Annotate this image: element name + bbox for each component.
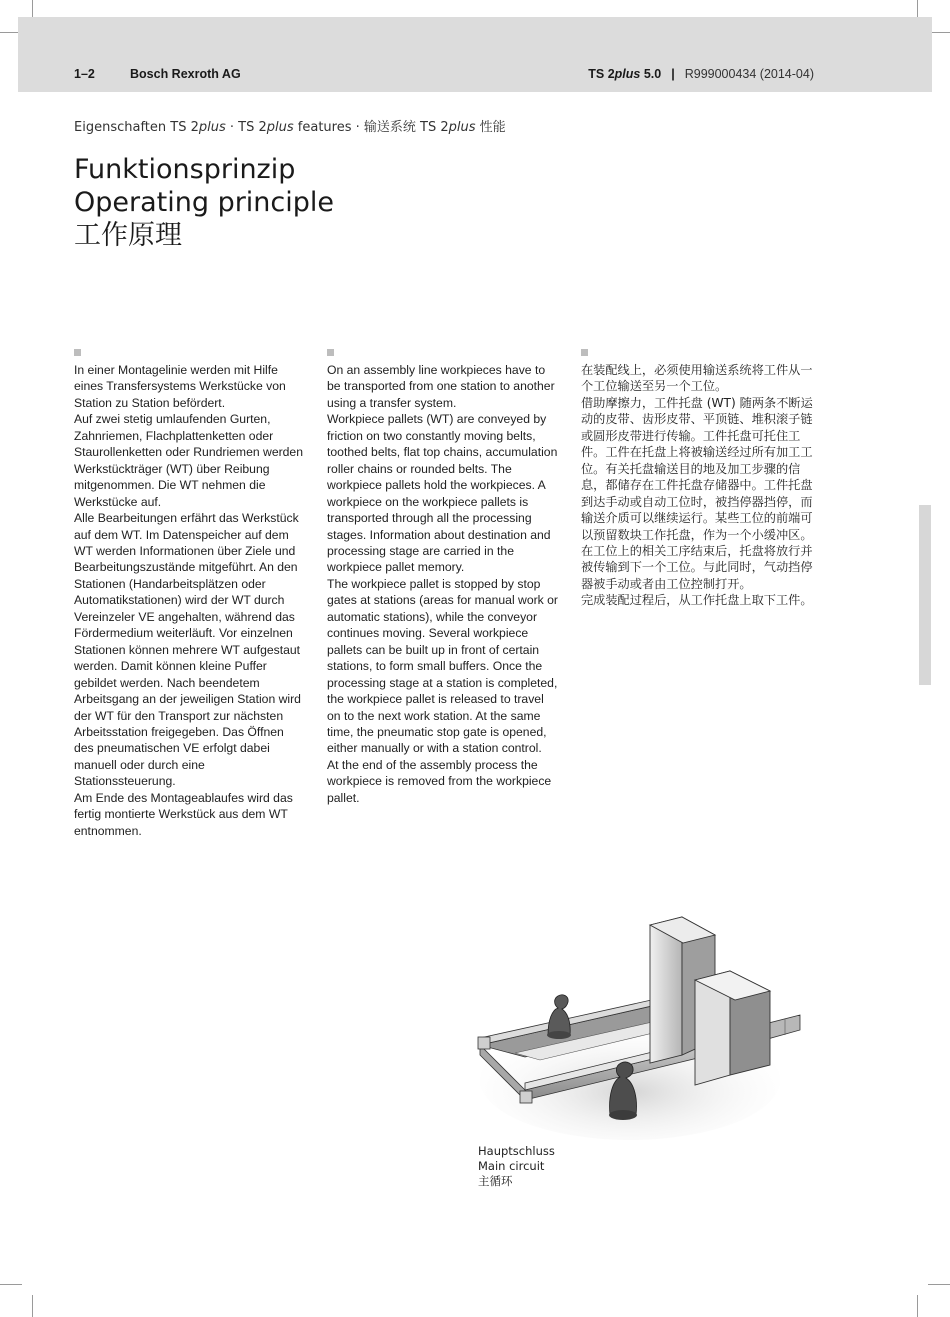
column-english — [327, 362, 559, 806]
paragraph: Am Ende des Montageablaufes wird das fertig montierte Werkstück aus dem WT entnommen. — [74, 790, 293, 838]
paragraph: Auf zwei stetig umlaufenden Gurten, Zahnriemen, Flachplattenketten oder Staurollenketten oder Rundriemen werden Werkstückträger (WT) über Reibung mitgenommen. Die WT nehmen die Werkstücke auf. — [74, 412, 303, 509]
paragraph: In einer Montagelinie werden mit Hilfe eines Transfersystems Werkstücke von Station zu Station befördert. — [74, 363, 286, 410]
header-separator: | — [671, 67, 675, 81]
title-english: Operating principle — [74, 187, 335, 218]
pawn-figure-front-base — [609, 1110, 637, 1120]
paragraph: At the end of the assembly process the workpiece is removed from the workpiece pallet. — [327, 757, 552, 805]
breadcrumb-italic-2: plus — [266, 120, 294, 135]
title-german: Funktionsprinzip — [74, 154, 296, 185]
breadcrumb-part-2: · TS 2 — [225, 120, 267, 135]
product-name-suffix: 5.0 — [640, 67, 662, 81]
paragraph: 借助摩擦力，工件托盘 (WT) 随两条不断运动的皮带、齿形皮带、平顶链、堆积滚子链或圆形皮带进行传输。工件托盘可托住工件。工件在托盘上将被输送经过所有加工工位。有关托盘输送目的地及加工步骤的信息，都储存在工件托盘存储器中。工件托盘到达手动或自动工位时，被挡停器挡停，而输送介质可以继续运行。某些工位的前端可以预留数块工作托盘，作为一个小缓冲区。在工位上的相关工序结束后，托盘将放行并被传输到下一个工位。与此同时，气动挡停器被手动或者由工位控制打开。 — [581, 395, 813, 591]
column-marker-german — [74, 349, 81, 356]
crop-mark-bottom-right-h — [928, 1284, 950, 1285]
column-chinese — [581, 362, 813, 609]
document-id: R999000434 (2014-04) — [684, 67, 814, 81]
breadcrumb-part-1: Eigenschaften TS 2 — [74, 120, 199, 135]
breadcrumb-italic-1: plus — [198, 120, 226, 135]
header-product-info — [588, 67, 814, 81]
company-name: Bosch Rexroth AG — [130, 67, 241, 81]
caption-chinese: 主循环 — [478, 1174, 513, 1188]
rail-end-block — [478, 1037, 490, 1049]
pawn-figure-back — [548, 995, 570, 1035]
paragraph: 完成装配过程后，从工作托盘上取下工件。 — [581, 593, 813, 608]
breadcrumb — [74, 116, 506, 135]
crop-mark-bottom-left-h — [0, 1284, 22, 1285]
crop-mark-bottom-left — [32, 1295, 33, 1317]
paragraph: 在装配线上，必须使用输送系统将工件从一个工位输送至另一个工位。 — [581, 363, 813, 394]
title-chinese: 工作原理 — [74, 220, 182, 251]
figure-caption — [478, 1144, 555, 1189]
crop-mark-bottom-right — [917, 1295, 918, 1317]
rail-end-block — [520, 1091, 532, 1103]
column-german — [74, 362, 306, 839]
column-marker-chinese — [581, 349, 588, 356]
column-marker-english — [327, 349, 334, 356]
product-name-italic: plus — [614, 67, 641, 81]
paragraph: The workpiece pallet is stopped by stop gates at stations (areas for manual work or automatic stations), while the conveyor continues moving. Several workpiece pallets can be built up in front of certain stations, to form small buffers. Once the processing stage at a station is completed, the workpiece pallet is released to travel on to the next work station. At the same time, the pneumatic stop gate is opened, either manually or with a station control. — [327, 576, 558, 756]
breadcrumb-italic-3: plus — [448, 120, 476, 135]
page-title — [74, 153, 334, 252]
page-number: 1–2 — [74, 67, 95, 81]
paragraph: On an assembly line workpieces have to be transported from one station to another using a transfer system. — [327, 363, 555, 410]
caption-german: Hauptschluss — [478, 1144, 555, 1158]
caption-english: Main circuit — [478, 1159, 545, 1173]
pawn-figure-back-base — [547, 1031, 571, 1039]
paragraph: Alle Bearbeitungen erfährt das Werkstück auf dem WT. Im Datenspeicher auf dem WT werden Informationen über Ziele und Bearbeitungszustände mitgeführt. An den Stationen (Handarbeitsplätzen oder Automatikstationen) wird der WT durch Vereinzeler VE angehalten, während das Fördermedium weiterläuft. Vor einzelnen Stationen können mehrere WT aufgestaut werden. Damit können kleine Puffer gebildet werden. Nach beendetem Arbeitsgang an der jeweiligen Station wird der WT für den Transport zur nächsten Arbeitsstation freigegeben. Das Öffnen des pneumatischen VE erfolgt dabei manuell oder durch eine Stationssteuerung. — [74, 511, 301, 789]
product-name-prefix: TS 2 — [588, 67, 615, 81]
breadcrumb-part-3: features · 输送系统 TS 2 — [293, 120, 449, 135]
side-tab-marker — [919, 505, 931, 685]
main-circuit-illustration — [470, 905, 820, 1150]
breadcrumb-part-4: 性能 — [475, 120, 506, 135]
paragraph: Workpiece pallets (WT) are conveyed by friction on two constantly moving belts, toothed belts, flat top chains, accumulation roller chains or rounded belts. The workpiece pallets hold the workpieces. A workpiece on the workpiece pallets is transported through all the processing stages. Information about destination and processing stage are carried in the workpiece pallet memory. — [327, 412, 558, 575]
